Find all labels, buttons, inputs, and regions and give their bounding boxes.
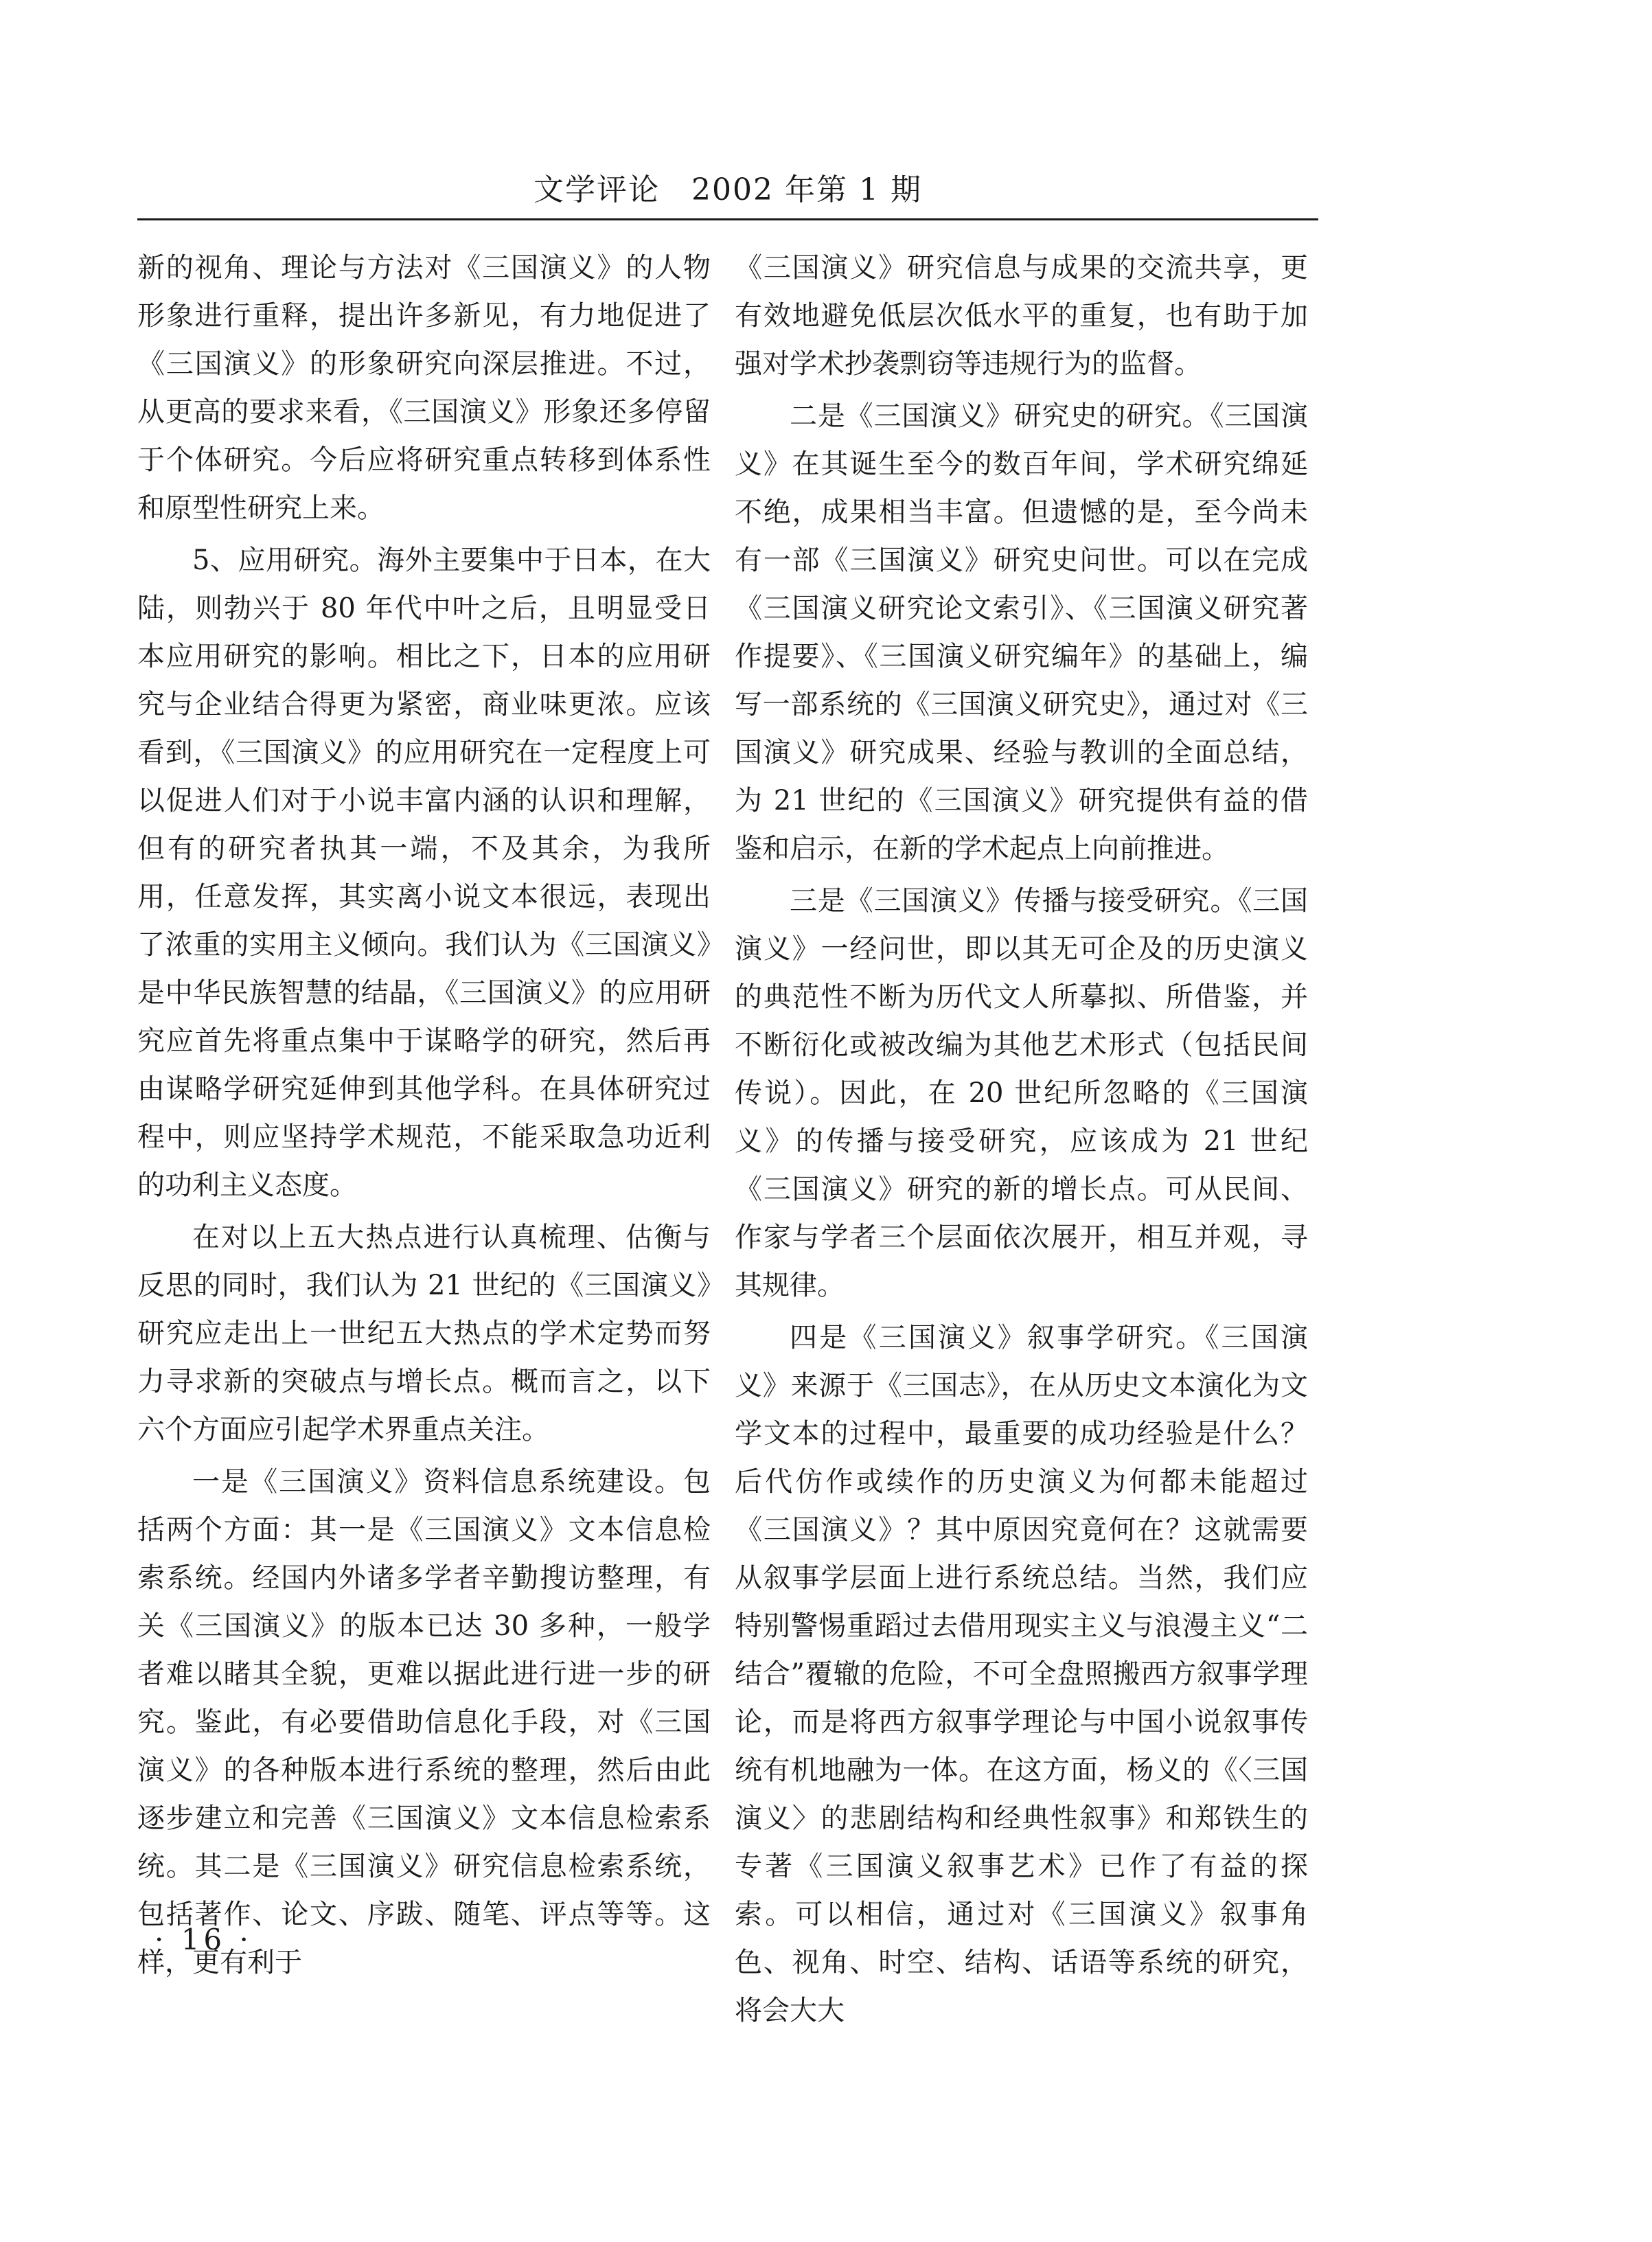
paragraph: 一是《三国演义》资料信息系统建设。包括两个方面：其一是《三国演义》文本信息检索系统。经国内外诸多学者辛勤搜访整理，有关《三国演义》的版本已达 30 多种，一般学者难以睹其全貌，更难以据此进行进一步的研究。鉴此，有必要借助信息化手段，对《三国演义》的各种版本进行系统的整理，然后由此逐步建立和完善《三国演义》文本信息检索系统。其二是《三国演义》研究信息检索系统，包括著作、论文、序跋、随笔、评点等等。这样，更有利于	[137, 1466, 711, 1978]
paragraph: 新的视角、理论与方法对《三国演义》的人物形象进行重释，提出许多新见，有力地促进了《三国演义》的形象研究向深层推进。不过，从更高的要求来看，《三国演义》形象还多停留于个体研究。今后应将研究重点转移到体系性和原型性研究上来。	[137, 252, 711, 524]
left-column	[137, 244, 711, 1987]
running-header: 文学评论 2002 年第 1 期	[534, 172, 922, 207]
paragraph: 三是《三国演义》传播与接受研究。《三国演义》一经问世，即以其无可企及的历史演义的典范性不断为历代文人所摹拟、所借鉴，并不断衍化或被改编为其他艺术形式（包括民间传说）。因此，在 20 世纪所忽略的《三国演义》的传播与接受研究，应该成为 21 世纪《三国演义》研究的新的增长点。可从民间、作家与学者三个层面依次展开，相互并观，寻其规律。	[735, 885, 1308, 1301]
header-rule	[137, 218, 1318, 220]
right-column	[735, 244, 1308, 2035]
paragraph: 《三国演义》研究信息与成果的交流共享，更有效地避免低层次低水平的重复，也有助于加强对学术抄袭剽窃等违规行为的监督。	[735, 252, 1308, 380]
paragraph: 二是《三国演义》研究史的研究。《三国演义》在其诞生至今的数百年间，学术研究绵延不绝，成果相当丰富。但遗憾的是，至今尚未有一部《三国演义》研究史问世。可以在完成《三国演义研究论文索引》、《三国演义研究著作提要》、《三国演义研究编年》的基础上，编写一部系统的《三国演义研究史》，通过对《三国演义》研究成果、经验与教训的全面总结，为 21 世纪的《三国演义》研究提供有益的借鉴和启示，在新的学术起点上向前推进。	[735, 400, 1308, 865]
paragraph: 四是《三国演义》叙事学研究。《三国演义》来源于《三国志》，在从历史文本演化为文学文本的过程中，最重要的成功经验是什么？后代仿作或续作的历史演义为何都未能超过《三国演义》？其中原因究竟何在？这就需要从叙事学层面上进行系统总结。当然，我们应特别警惕重蹈过去借用现实主义与浪漫主义“二结合”覆辙的危险，不可全盘照搬西方叙事学理论，而是将西方叙事学理论与中国小说叙事传统有机地融为一体。在这方面，杨义的《〈三国演义〉的悲剧结构和经典性叙事》和郑铁生的专著《三国演义叙事艺术》已作了有益的探索。可以相信，通过对《三国演义》叙事角色、视角、时空、结构、话语等系统的研究，将会大大	[735, 1322, 1308, 2026]
paragraph: 在对以上五大热点进行认真梳理、估衡与反思的同时，我们认为 21 世纪的《三国演义》研究应走出上一世纪五大热点的学术定势而努力寻求新的突破点与增长点。概而言之，以下六个方面应引起学术界重点关注。	[137, 1222, 711, 1445]
page-number: · 16 ·	[154, 1923, 253, 1956]
paragraph: 5、应用研究。海外主要集中于日本，在大陆，则勃兴于 80 年代中叶之后，且明显受日本应用研究的影响。相比之下，日本的应用研究与企业结合得更为紧密，商业味更浓。应该看到，《三国演义》的应用研究在一定程度上可以促进人们对于小说丰富内涵的认识和理解，但有的研究者执其一端，不及其余，为我所用，任意发挥，其实离小说文本很远，表现出了浓重的实用主义倾向。我们认为《三国演义》是中华民族智慧的结晶，《三国演义》的应用研究应首先将重点集中于谋略学的研究，然后再由谋略学研究延伸到其他学科。在具体研究过程中，则应坚持学术规范，不能采取急功近利的功利主义态度。	[137, 545, 711, 1201]
